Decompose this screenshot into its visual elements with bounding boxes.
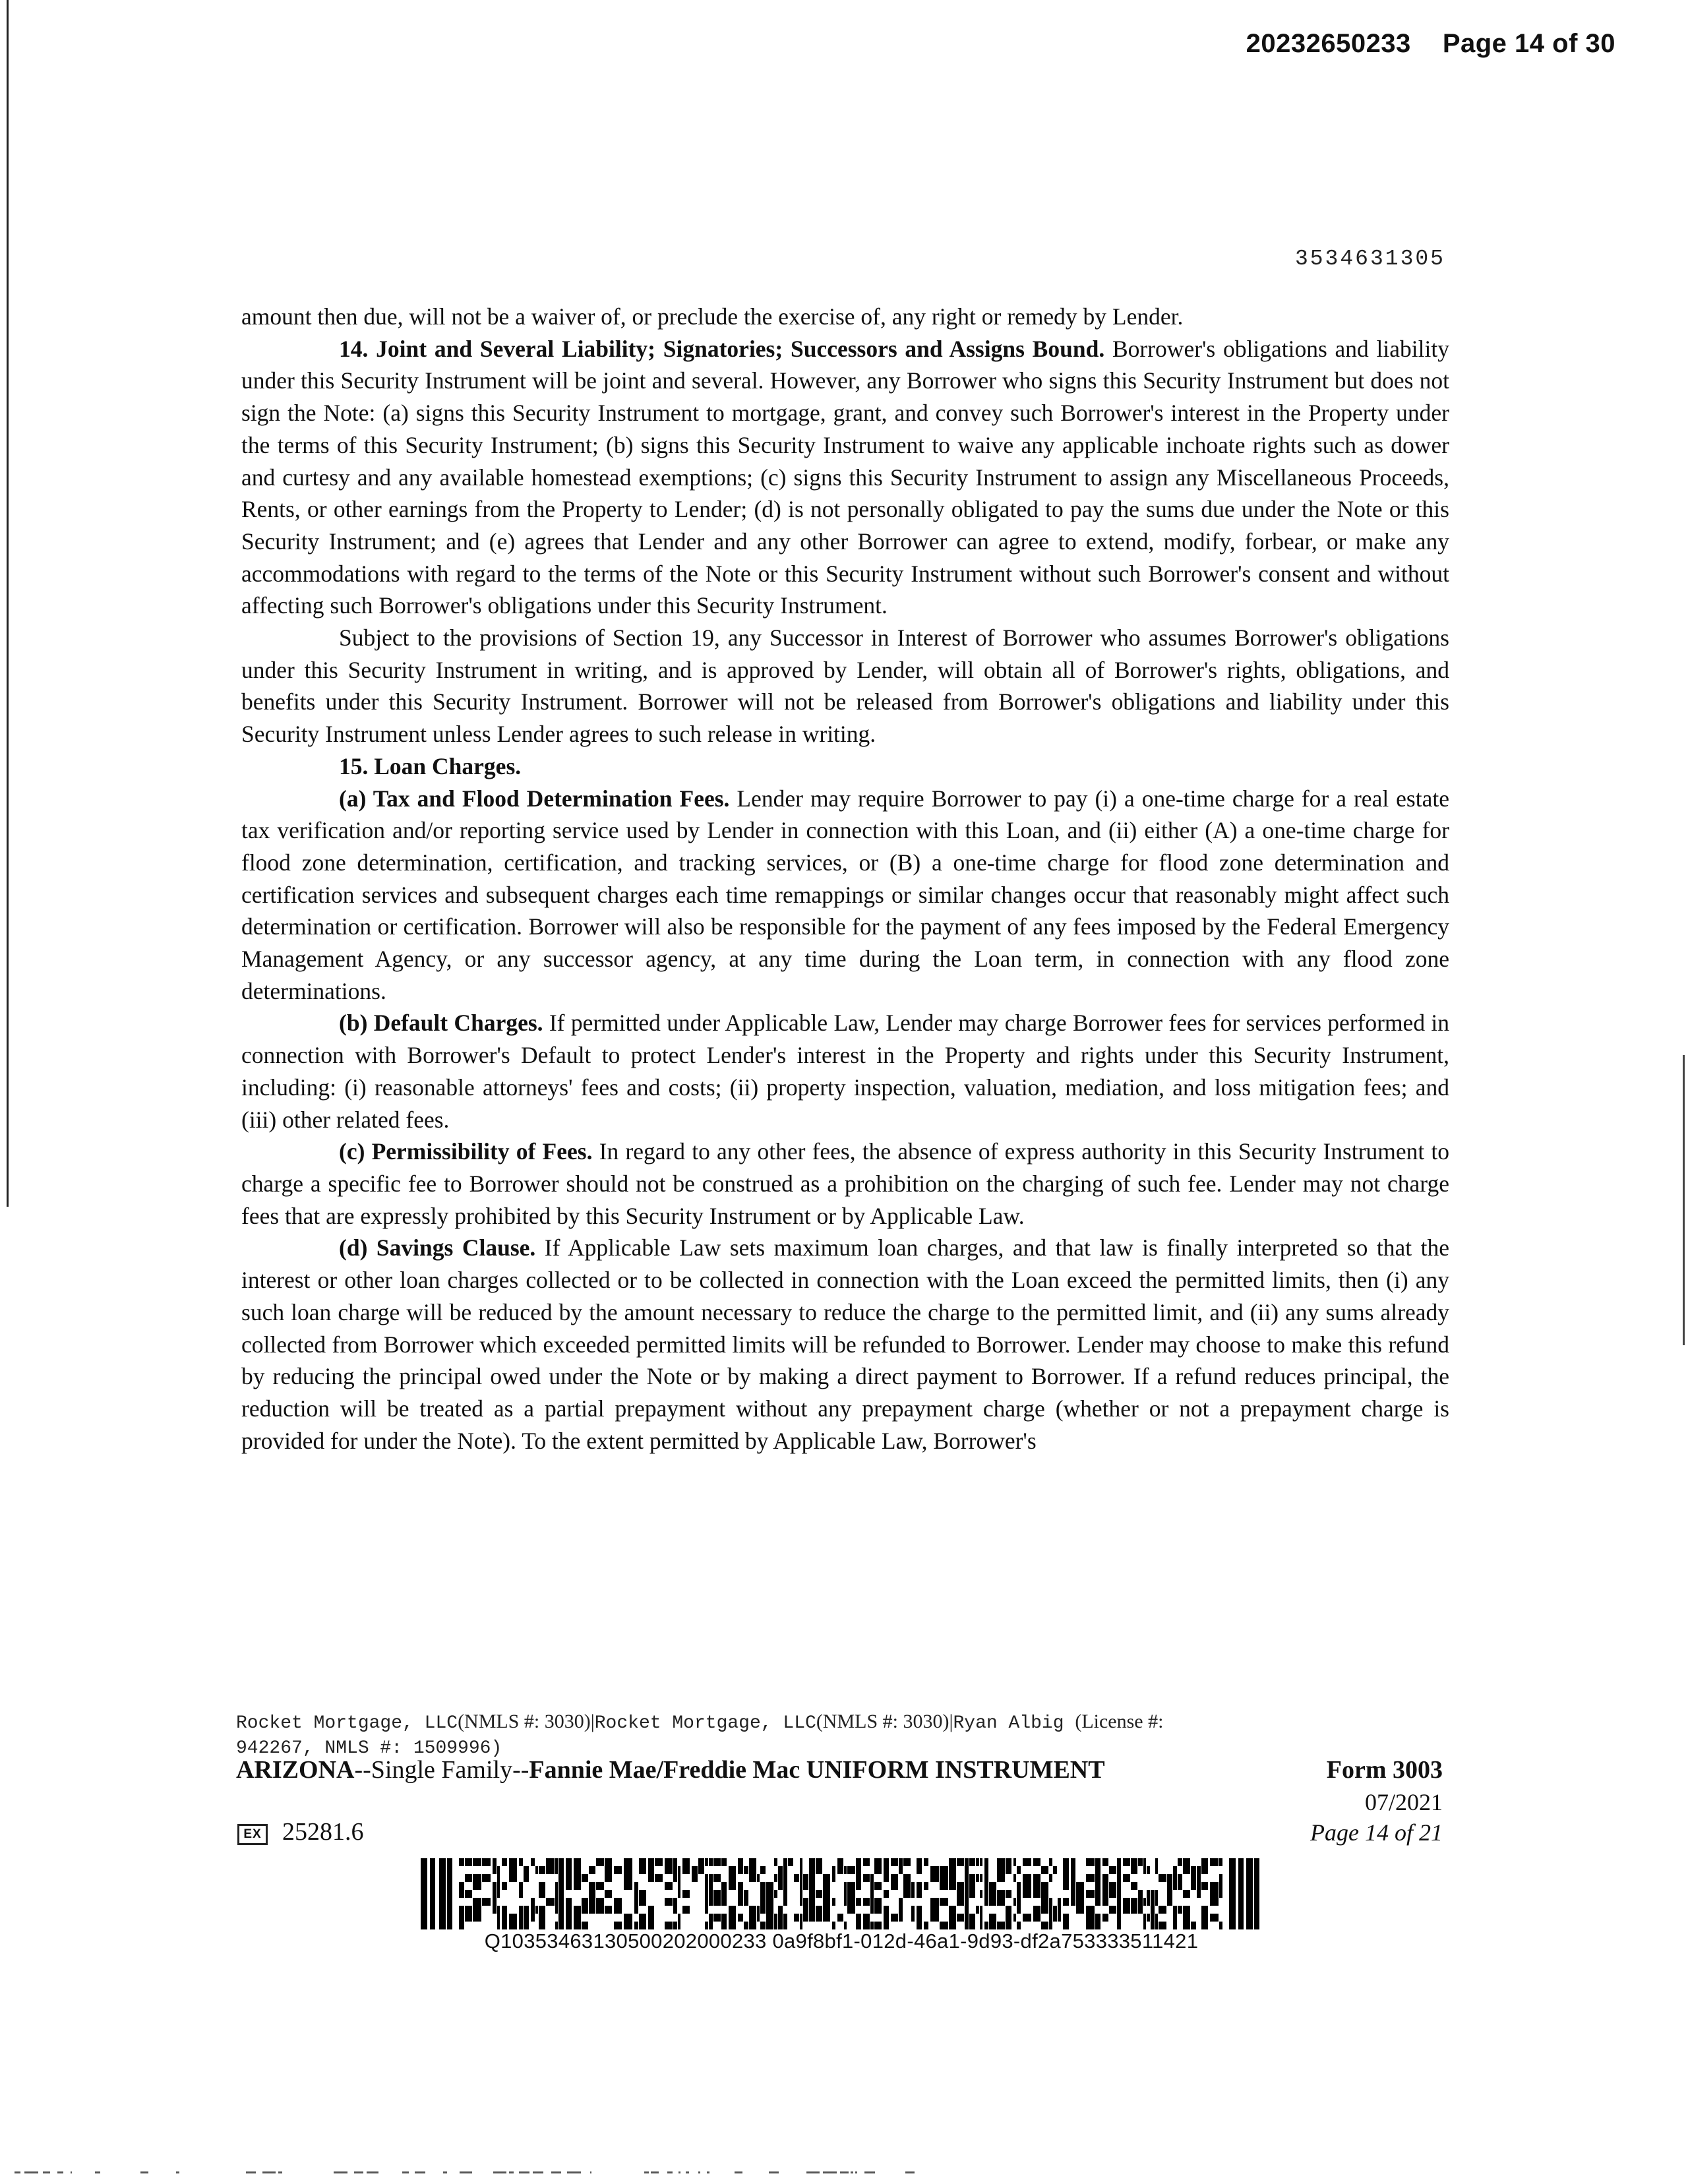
- scan-edge-line-left: [7, 0, 9, 1207]
- recording-number: 20232650233: [1246, 29, 1411, 58]
- form-page-number: Page 14 of 21: [1310, 1819, 1443, 1846]
- section-15c-text: In regard to any other fees, the absence of express authority in this Security Instrument to charge a specific fee to Borrower should not be construed as a prohibition on the charging of such fee. Lender may not charge fees that are expressly prohibited by this Security Instrument or by Applicable Law.: [241, 1138, 1450, 1229]
- separator-1: |: [590, 1711, 595, 1732]
- license-details: 942267, NMLS #: 1509996): [236, 1738, 502, 1759]
- section-15c-paragraph: [241, 1136, 1449, 1232]
- scan-artifact-line: [0, 2171, 923, 2175]
- form-number: Form 3003: [1326, 1756, 1443, 1784]
- section-14-successors-paragraph: Subject to the provisions of Section 19, any Successor in Interest of Borrower who assumes Borrower's obligations under this Security Instrument in writing, and is approved by Lender, will obtain all of Borrower's rights, obligations, and benefits under this Security Instrument. Borrower will not be released from Borrower's obligations and liability under this Security Instrument unless Lender agrees to such release in writing.: [241, 624, 1449, 748]
- loan-number: 3534631305: [1294, 247, 1445, 271]
- section-15a-paragraph: [241, 783, 1449, 1008]
- license-label: (License #:: [1075, 1711, 1164, 1732]
- section-15c-heading: (c) Permissibility of Fees.: [339, 1138, 593, 1165]
- section-15-heading-paragraph: [241, 750, 1449, 783]
- scan-edge-line-right: [1683, 1055, 1685, 1345]
- form-date: 07/2021: [1364, 1789, 1443, 1815]
- section-15-heading: 15. Loan Charges.: [339, 752, 522, 779]
- document-body: [241, 301, 1449, 1457]
- document-code: 25281.6: [282, 1818, 364, 1846]
- section-15b-text: If permitted under Applicable Law, Lender may charge Borrower fees for services performed in connection with Borrower's Default to protect Lender's interest in the Property and rights under this Security Instrument, including: (i) reasonable attorneys' fees and costs; (ii) property inspection, valuation, mediation, and loss mitigation fees; and (iii) other related fees.: [241, 1010, 1450, 1133]
- lender-nmls-1: (NMLS #: 3030): [458, 1711, 591, 1732]
- section-15a-heading: (a) Tax and Flood Determination Fees.: [339, 785, 730, 812]
- lender-name-1: Rocket Mortgage, LLC: [236, 1713, 458, 1734]
- form-state: ARIZONA: [236, 1756, 355, 1784]
- document-barcode: [421, 1858, 1262, 1929]
- section-14-heading: 14. Joint and Several Liability; Signatories; Successors and Assigns Bound.: [339, 335, 1105, 362]
- recording-page-label: Page 14 of 30: [1442, 29, 1615, 58]
- ellie-mae-ex-logo-icon: EX: [237, 1824, 268, 1845]
- section-15a-text: Lender may require Borrower to pay (i) a one-time charge for a real estate tax verification and/or reporting service used by Lender in connection with this Loan, and (ii) either (A) a one-time charge for flood zone determination, certification, and tracking services, or (B) a one-time charge for flood zone determination and certification services and subsequent charges each time remappings or similar changes occur that reasonably might affect such determination or certification. Borrower will also be responsible for the payment of any fees imposed by the Federal Emergency Management Agency, or any successor agency, at any time during the Loan term, in connection with any flood zone determinations.: [241, 785, 1449, 1004]
- section-15b-heading: (b) Default Charges.: [339, 1010, 543, 1037]
- section-15b-paragraph: [241, 1007, 1449, 1136]
- continuation-paragraph: amount then due, will not be a waiver of, or preclude the exercise of, any right or remedy by Lender.: [241, 303, 1184, 330]
- form-title: [236, 1755, 1105, 1784]
- section-14-paragraph: [241, 333, 1449, 622]
- lender-name-2: Rocket Mortgage, LLC: [594, 1713, 816, 1734]
- loan-originator-name: Ryan Albig: [953, 1713, 1064, 1734]
- lender-info-footer: [236, 1709, 1462, 1761]
- barcode-text: Q10353463130500202000233 0a9f8bf1-012d-46a1-9d93-df2a753333511421: [484, 1929, 1199, 1953]
- section-15d-text: If Applicable Law sets maximum loan charges, and that law is finally interpreted so that the interest or other loan charges collected or to be collected in connection with the Loan exceed the permitted limits, then (i) any such loan charge will be reduced by the amount necessary to reduce the charge to the permitted limit, and (ii) any sums already collected from Borrower which exceeded permitted limits will be refunded to Borrower. Lender may choose to make this refund by reducing the principal owed under the Note or by making a direct payment to Borrower. If a refund reduces principal, the reduction will be treated as a partial prepayment without any prepayment charge (whether or not a prepayment charge is provided for under the Note). To the extent permitted by Applicable Law, Borrower's: [241, 1234, 1449, 1454]
- section-15d-paragraph: [241, 1232, 1449, 1457]
- section-15d-heading: (d) Savings Clause.: [339, 1234, 536, 1261]
- lender-nmls-2: (NMLS #: 3030): [816, 1711, 950, 1732]
- form-type: --Single Family--: [354, 1756, 529, 1784]
- separator-2: |: [949, 1711, 953, 1732]
- section-14-text: Borrower's obligations and liability under this Security Instrument will be joint and several. However, any Borrower who signs this Security Instrument but does not sign the Note: (a) signs this Security Instrument to mortgage, grant, and convey such Borrower's interest in the Property under the terms of this Security Instrument; (b) signs this Security Instrument to waive any applicable inchoate rights such as dower and curtesy and any available homestead exemptions; (c) signs this Security Instrument to assign any Miscellaneous Proceeds, Rents, or other earnings from the Property to Lender; (d) is not personally obligated to pay the sums due under the Note or this Security Instrument; and (e) agrees that Lender and any other Borrower can agree to extend, modify, forbear, or make any accommodations with regard to the terms of the Note or this Security Instrument without such Borrower's consent and without affecting such Borrower's obligations under this Security Instrument.: [241, 335, 1449, 619]
- recording-header: [1246, 29, 1615, 59]
- form-name: Fannie Mae/Freddie Mac UNIFORM INSTRUMENT: [529, 1756, 1105, 1784]
